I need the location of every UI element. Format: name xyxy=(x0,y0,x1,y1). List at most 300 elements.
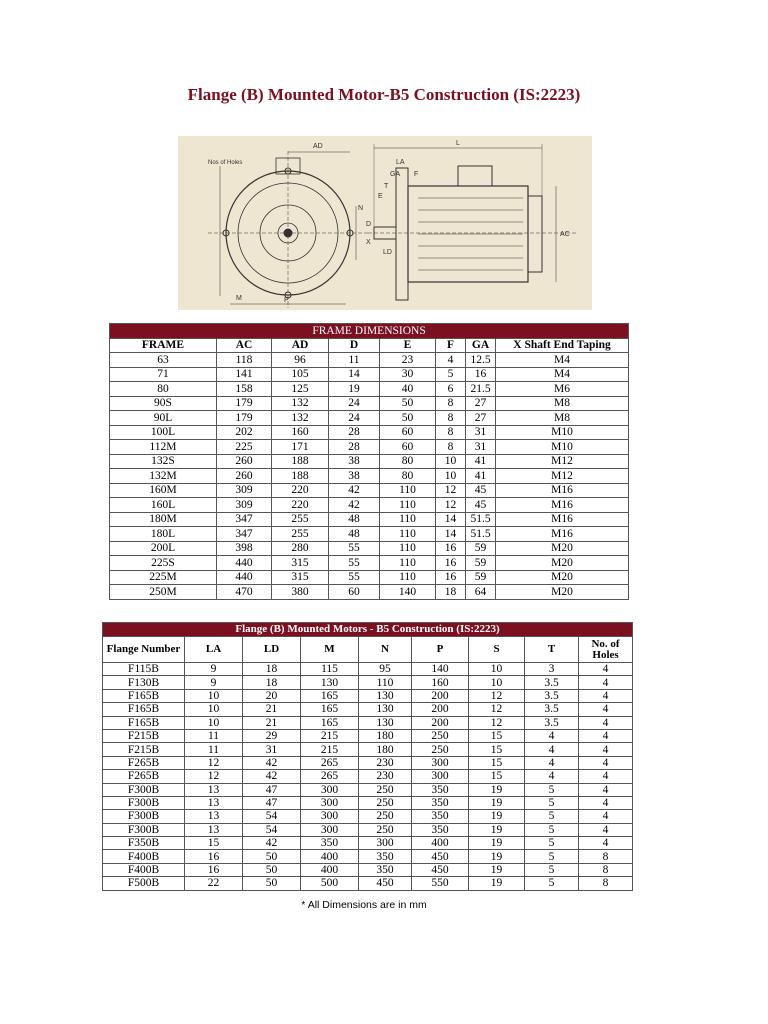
flange-cell: 550 xyxy=(412,877,469,890)
frame-cell: 45 xyxy=(466,498,496,513)
frame-cell: 132S xyxy=(110,454,217,469)
frame-cell: 55 xyxy=(329,541,380,556)
frame-cell: 220 xyxy=(272,498,329,513)
table-row xyxy=(110,483,629,498)
frame-header: GA xyxy=(466,338,496,353)
drawing-label-d: D xyxy=(366,221,372,228)
flange-cell: 200 xyxy=(412,716,469,729)
frame-cell: M8 xyxy=(496,411,629,426)
frame-cell: 160 xyxy=(272,425,329,440)
frame-cell: 110 xyxy=(380,556,436,571)
frame-cell: 16 xyxy=(436,556,466,571)
flange-cell: 130 xyxy=(359,716,412,729)
flange-cell: 265 xyxy=(301,770,359,783)
flange-cell: F165B xyxy=(103,689,185,702)
frame-cell: 14 xyxy=(329,367,380,382)
frame-cell: 16 xyxy=(436,541,466,556)
table-row xyxy=(110,382,629,397)
frame-cell: 8 xyxy=(436,440,466,455)
frame-cell: 440 xyxy=(217,570,272,585)
table-row xyxy=(103,796,633,809)
flange-cell: 165 xyxy=(301,716,359,729)
flange-header: LD xyxy=(243,637,301,663)
frame-cell: 28 xyxy=(329,425,380,440)
flange-cell: 4 xyxy=(525,729,579,742)
frame-cell: 60 xyxy=(380,440,436,455)
flange-cell: 22 xyxy=(185,877,243,890)
flange-cell: 16 xyxy=(185,850,243,863)
flange-cell: 250 xyxy=(359,810,412,823)
frame-cell: 188 xyxy=(272,469,329,484)
flange-cell: 15 xyxy=(469,756,525,769)
drawing-label-m: M xyxy=(236,295,242,302)
table-row xyxy=(110,353,629,368)
flange-cell: 19 xyxy=(469,796,525,809)
flange-cell: F265B xyxy=(103,756,185,769)
flange-cell: 19 xyxy=(469,850,525,863)
frame-header: F xyxy=(436,338,466,353)
frame-cell: 8 xyxy=(436,411,466,426)
flange-cell: 19 xyxy=(469,837,525,850)
page-title: Flange (B) Mounted Motor-B5 Construction (IS:2223) xyxy=(187,85,581,104)
frame-cell: 105 xyxy=(272,367,329,382)
table-row xyxy=(110,367,629,382)
frame-cell: 160M xyxy=(110,483,217,498)
frame-cell: 440 xyxy=(217,556,272,571)
flange-cell: 10 xyxy=(469,663,525,676)
flange-cell: F215B xyxy=(103,729,185,742)
side-view-drawing xyxy=(368,144,578,300)
frame-cell: 14 xyxy=(436,512,466,527)
frame-cell: 110 xyxy=(380,483,436,498)
flange-table-caption: Flange (B) Mounted Motors - B5 Construction (IS:2223) xyxy=(103,623,633,637)
table-row xyxy=(110,570,629,585)
frame-cell: 255 xyxy=(272,512,329,527)
frame-cell: 141 xyxy=(217,367,272,382)
frame-cell: 60 xyxy=(329,585,380,600)
frame-cell: 315 xyxy=(272,556,329,571)
drawing-label-l: L xyxy=(456,140,460,147)
frame-cell: 11 xyxy=(329,353,380,368)
flange-cell: 350 xyxy=(359,863,412,876)
flange-cell: 4 xyxy=(525,756,579,769)
flange-cell: 200 xyxy=(412,689,469,702)
flange-cell: 5 xyxy=(525,837,579,850)
table-row xyxy=(110,585,629,600)
flange-cell: 300 xyxy=(301,796,359,809)
frame-header: E xyxy=(380,338,436,353)
frame-cell: 171 xyxy=(272,440,329,455)
table-row xyxy=(103,716,633,729)
frame-cell: 179 xyxy=(217,396,272,411)
frame-cell: 12 xyxy=(436,498,466,513)
frame-cell: 90L xyxy=(110,411,217,426)
flange-cell: 4 xyxy=(579,837,633,850)
frame-cell: 100L xyxy=(110,425,217,440)
flange-cell: 450 xyxy=(412,863,469,876)
flange-cell: 12 xyxy=(469,703,525,716)
frame-cell: 200L xyxy=(110,541,217,556)
frame-cell: 24 xyxy=(329,396,380,411)
frame-cell: 55 xyxy=(329,556,380,571)
frame-cell: 112M xyxy=(110,440,217,455)
frame-cell: 63 xyxy=(110,353,217,368)
flange-cell: 400 xyxy=(412,837,469,850)
frame-cell: 110 xyxy=(380,570,436,585)
frame-cell: 315 xyxy=(272,570,329,585)
flange-cell: 350 xyxy=(412,796,469,809)
flange-cell: 50 xyxy=(243,863,301,876)
flange-cell: 42 xyxy=(243,837,301,850)
dimensions-footnote: * All Dimensions are in mm xyxy=(301,899,427,911)
frame-cell: M20 xyxy=(496,541,629,556)
frame-cell: 48 xyxy=(329,527,380,542)
flange-cell: F400B xyxy=(103,850,185,863)
frame-cell: 110 xyxy=(380,541,436,556)
flange-cell: 350 xyxy=(359,850,412,863)
frame-header: FRAME xyxy=(110,338,217,353)
flange-cell: 250 xyxy=(359,796,412,809)
table-row xyxy=(110,541,629,556)
frame-cell: 8 xyxy=(436,396,466,411)
flange-cell: 300 xyxy=(301,810,359,823)
frame-cell: 41 xyxy=(466,454,496,469)
flange-cell: 350 xyxy=(412,783,469,796)
frame-cell: 4 xyxy=(436,353,466,368)
flange-cell: 11 xyxy=(185,729,243,742)
frame-cell: 16 xyxy=(436,570,466,585)
table-row xyxy=(110,469,629,484)
flange-cell: 4 xyxy=(525,743,579,756)
frame-cell: 21.5 xyxy=(466,382,496,397)
drawing-label-ad-top: AD xyxy=(313,143,323,150)
frame-cell: 180L xyxy=(110,527,217,542)
flange-header: T xyxy=(525,637,579,663)
frame-header: D xyxy=(329,338,380,353)
flange-cell: 300 xyxy=(301,823,359,836)
table-row xyxy=(103,783,633,796)
flange-cell: 300 xyxy=(301,783,359,796)
flange-cell: 9 xyxy=(185,663,243,676)
flange-cell: 4 xyxy=(579,756,633,769)
frame-cell: 132 xyxy=(272,396,329,411)
frame-dimensions-table xyxy=(109,323,629,600)
table-row xyxy=(103,837,633,850)
frame-cell: 42 xyxy=(329,498,380,513)
flange-cell: 19 xyxy=(469,783,525,796)
frame-cell: 110 xyxy=(380,498,436,513)
flange-cell: 47 xyxy=(243,783,301,796)
flange-cell: 160 xyxy=(412,676,469,689)
flange-cell: 4 xyxy=(525,770,579,783)
frame-cell: 50 xyxy=(380,396,436,411)
flange-cell: 5 xyxy=(525,796,579,809)
frame-cell: 260 xyxy=(217,469,272,484)
flange-cell: 250 xyxy=(412,743,469,756)
frame-cell: 220 xyxy=(272,483,329,498)
frame-cell: 31 xyxy=(466,425,496,440)
frame-cell: 27 xyxy=(466,411,496,426)
frame-cell: M12 xyxy=(496,454,629,469)
frame-cell: 398 xyxy=(217,541,272,556)
flange-cell: 10 xyxy=(185,703,243,716)
flange-cell: 47 xyxy=(243,796,301,809)
flange-header: LA xyxy=(185,637,243,663)
table-row xyxy=(110,411,629,426)
flange-cell: 110 xyxy=(359,676,412,689)
flange-cell: 165 xyxy=(301,689,359,702)
table-row xyxy=(110,527,629,542)
flange-cell: 8 xyxy=(579,877,633,890)
flange-cell: 8 xyxy=(579,850,633,863)
flange-cell: 300 xyxy=(359,837,412,850)
flange-cell: 3.5 xyxy=(525,716,579,729)
frame-cell: 140 xyxy=(380,585,436,600)
flange-cell: 15 xyxy=(469,743,525,756)
flange-cell: 20 xyxy=(243,689,301,702)
frame-cell: 10 xyxy=(436,469,466,484)
frame-cell: M4 xyxy=(496,367,629,382)
frame-cell: 225S xyxy=(110,556,217,571)
frame-cell: 179 xyxy=(217,411,272,426)
flange-cell: 13 xyxy=(185,823,243,836)
table-row xyxy=(103,703,633,716)
table-row xyxy=(103,863,633,876)
drawing-label-n: N xyxy=(358,205,364,212)
frame-cell: 51.5 xyxy=(466,527,496,542)
flange-cell: 300 xyxy=(412,770,469,783)
frame-cell: 16 xyxy=(466,367,496,382)
frame-cell: 260 xyxy=(217,454,272,469)
flange-cell: 5 xyxy=(525,823,579,836)
drawing-label-ld: LD xyxy=(383,249,392,256)
frame-cell: M16 xyxy=(496,498,629,513)
frame-cell: 18 xyxy=(436,585,466,600)
frame-cell: 59 xyxy=(466,556,496,571)
frame-cell: 40 xyxy=(380,382,436,397)
table-row xyxy=(110,498,629,513)
flange-cell: 12 xyxy=(185,756,243,769)
frame-cell: 50 xyxy=(380,411,436,426)
flange-cell: 250 xyxy=(359,783,412,796)
flange-cell: 95 xyxy=(359,663,412,676)
frame-cell: M8 xyxy=(496,396,629,411)
flange-cell: 215 xyxy=(301,729,359,742)
frame-cell: 125 xyxy=(272,382,329,397)
flange-cell: 350 xyxy=(301,837,359,850)
flange-cell: 50 xyxy=(243,877,301,890)
drawing-label-x: X xyxy=(366,239,371,246)
frame-cell: M20 xyxy=(496,556,629,571)
flange-cell: 200 xyxy=(412,703,469,716)
flange-cell: 12 xyxy=(185,770,243,783)
flange-cell: 350 xyxy=(412,823,469,836)
drawing-label-ga: GA xyxy=(390,171,401,178)
frame-cell: M20 xyxy=(496,585,629,600)
flange-cell: F300B xyxy=(103,796,185,809)
frame-cell: 5 xyxy=(436,367,466,382)
frame-cell: 59 xyxy=(466,570,496,585)
flange-cell: 3.5 xyxy=(525,689,579,702)
frame-cell: 96 xyxy=(272,353,329,368)
flange-header: N xyxy=(359,637,412,663)
frame-cell: 12.5 xyxy=(466,353,496,368)
flange-cell: 15 xyxy=(469,729,525,742)
flange-cell: 130 xyxy=(359,703,412,716)
frame-cell: 24 xyxy=(329,411,380,426)
drawing-label-la: LA xyxy=(396,159,405,166)
frame-cell: 8 xyxy=(436,425,466,440)
flange-cell: F115B xyxy=(103,663,185,676)
flange-header: No. of Holes xyxy=(579,637,633,663)
flange-header: M xyxy=(301,637,359,663)
table-row xyxy=(103,756,633,769)
flange-cell: F130B xyxy=(103,676,185,689)
frame-header: X Shaft End Taping xyxy=(496,338,629,353)
flange-cell: 31 xyxy=(243,743,301,756)
frame-cell: 347 xyxy=(217,512,272,527)
flange-cell: 4 xyxy=(579,796,633,809)
flange-cell: 19 xyxy=(469,823,525,836)
flange-cell: 21 xyxy=(243,716,301,729)
frame-cell: 55 xyxy=(329,570,380,585)
flange-cell: 19 xyxy=(469,877,525,890)
frame-cell: 380 xyxy=(272,585,329,600)
flange-cell: 11 xyxy=(185,743,243,756)
flange-cell: 8 xyxy=(579,863,633,876)
flange-cell: 215 xyxy=(301,743,359,756)
flange-cell: 400 xyxy=(301,850,359,863)
frame-cell: 80 xyxy=(110,382,217,397)
flange-cell: 4 xyxy=(579,823,633,836)
flange-cell: 19 xyxy=(469,863,525,876)
flange-header: P xyxy=(412,637,469,663)
frame-cell: 80 xyxy=(380,454,436,469)
frame-cell: M12 xyxy=(496,469,629,484)
flange-cell: 140 xyxy=(412,663,469,676)
frame-cell: 280 xyxy=(272,541,329,556)
frame-cell: M10 xyxy=(496,440,629,455)
frame-cell: M16 xyxy=(496,512,629,527)
flange-cell: 15 xyxy=(469,770,525,783)
flange-cell: 18 xyxy=(243,663,301,676)
drawing-label-t: T xyxy=(384,183,389,190)
flange-cell: F265B xyxy=(103,770,185,783)
frame-cell: 10 xyxy=(436,454,466,469)
frame-cell: 38 xyxy=(329,469,380,484)
flange-cell: 15 xyxy=(185,837,243,850)
frame-cell: 309 xyxy=(217,483,272,498)
frame-cell: 42 xyxy=(329,483,380,498)
flange-cell: 265 xyxy=(301,756,359,769)
flange-cell: 5 xyxy=(525,783,579,796)
frame-cell: 309 xyxy=(217,498,272,513)
flange-table xyxy=(102,622,633,891)
flange-cell: 500 xyxy=(301,877,359,890)
flange-cell: F500B xyxy=(103,877,185,890)
flange-cell: 42 xyxy=(243,756,301,769)
flange-cell: 5 xyxy=(525,863,579,876)
frame-cell: 60 xyxy=(380,425,436,440)
frame-cell: 132M xyxy=(110,469,217,484)
flange-cell: 3.5 xyxy=(525,676,579,689)
flange-cell: 50 xyxy=(243,850,301,863)
table-row xyxy=(103,810,633,823)
frame-cell: 110 xyxy=(380,527,436,542)
flange-cell: 4 xyxy=(579,770,633,783)
flange-cell: 130 xyxy=(301,676,359,689)
flange-cell: 230 xyxy=(359,756,412,769)
frame-cell: M6 xyxy=(496,382,629,397)
frame-header: AD xyxy=(272,338,329,353)
flange-cell: 13 xyxy=(185,796,243,809)
flange-cell: 12 xyxy=(469,716,525,729)
flange-cell: 3 xyxy=(525,663,579,676)
flange-cell: 10 xyxy=(185,689,243,702)
table-row xyxy=(103,877,633,890)
frame-cell: 71 xyxy=(110,367,217,382)
flange-cell: 165 xyxy=(301,703,359,716)
frame-cell: 31 xyxy=(466,440,496,455)
frame-cell: 28 xyxy=(329,440,380,455)
frame-cell: 110 xyxy=(380,512,436,527)
frame-cell: 6 xyxy=(436,382,466,397)
frame-cell: 225M xyxy=(110,570,217,585)
drawing-label-holes: Nos of Holes xyxy=(208,160,243,166)
frame-cell: 225 xyxy=(217,440,272,455)
flange-cell: 21 xyxy=(243,703,301,716)
flange-cell: F165B xyxy=(103,703,185,716)
frame-cell: 250M xyxy=(110,585,217,600)
flange-cell: F400B xyxy=(103,863,185,876)
flange-cell: 180 xyxy=(359,729,412,742)
flange-cell: 42 xyxy=(243,770,301,783)
table-row xyxy=(103,823,633,836)
flange-cell: 5 xyxy=(525,877,579,890)
flange-cell: 180 xyxy=(359,743,412,756)
flange-cell: 4 xyxy=(579,729,633,742)
flange-cell: F215B xyxy=(103,743,185,756)
flange-cell: 450 xyxy=(412,850,469,863)
frame-cell: 255 xyxy=(272,527,329,542)
frame-cell: 64 xyxy=(466,585,496,600)
frame-cell: 41 xyxy=(466,469,496,484)
frame-cell: 347 xyxy=(217,527,272,542)
flange-cell: 4 xyxy=(579,676,633,689)
flange-cell: 4 xyxy=(579,783,633,796)
table-row xyxy=(110,556,629,571)
flange-cell: 5 xyxy=(525,850,579,863)
flange-cell: 130 xyxy=(359,689,412,702)
flange-cell: 9 xyxy=(185,676,243,689)
flange-cell: F300B xyxy=(103,810,185,823)
frame-cell: M16 xyxy=(496,527,629,542)
flange-header: Flange Number xyxy=(103,637,185,663)
frame-cell: 48 xyxy=(329,512,380,527)
drawing-label-e: E xyxy=(378,193,383,200)
flange-cell: 250 xyxy=(412,729,469,742)
frame-cell: 90S xyxy=(110,396,217,411)
frame-cell: 51.5 xyxy=(466,512,496,527)
flange-cell: 54 xyxy=(243,810,301,823)
flange-cell: 4 xyxy=(579,689,633,702)
flange-cell: 4 xyxy=(579,810,633,823)
frame-cell: 202 xyxy=(217,425,272,440)
flange-cell: 300 xyxy=(412,756,469,769)
frame-cell: 27 xyxy=(466,396,496,411)
frame-cell: M4 xyxy=(496,353,629,368)
flange-cell: 18 xyxy=(243,676,301,689)
